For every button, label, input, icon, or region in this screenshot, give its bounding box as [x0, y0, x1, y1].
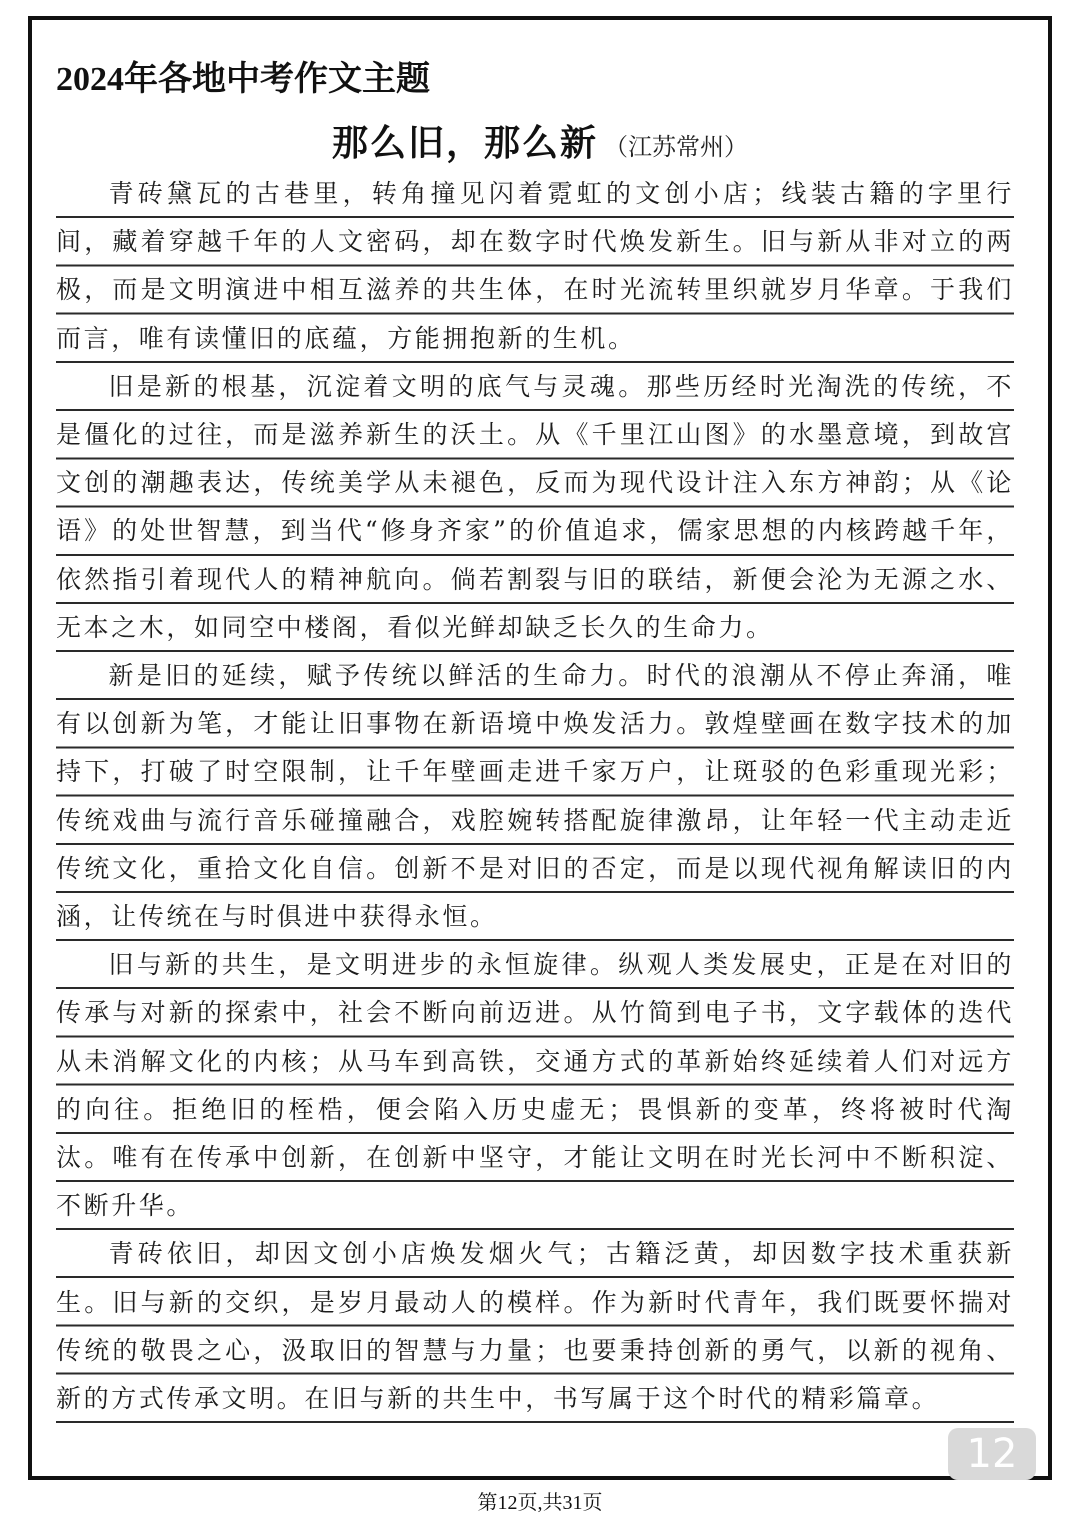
essay-title [32, 120, 1048, 171]
essay-paragraph: 青砖黛瓦的古巷里，转角撞见闪着霓虹的文创小店；线装古籍的字里行间，藏着穿越千年的人文密码，却在数字时代焕发新生。旧与新从非对立的两极，而是文明演进中相互滋养的共生体，在时光流转里织就岁月华章。于我们而言，唯有读懂旧的底蕴，方能拥抱新的生机。 [56, 170, 1014, 363]
page-number-badge: 12 [948, 1428, 1036, 1480]
essay-body [56, 170, 1014, 1423]
essay-paragraph: 旧是新的根基，沉淀着文明的底气与灵魂。那些历经时光淘洗的传统，不是僵化的过往，而是滋养新生的沃土。从《千里江山图》的水墨意境，到故宫文创的潮趣表达，传统美学从未褪色，反而为现代设计注入东方神韵；从《论语》的处世智慧，到当代“修身齐家”的价值追求，儒家思想的内核跨越千年，依然指引着现代人的精神航向。倘若割裂与旧的联结，新便会沦为无源之水、无本之木，如同空中楼阁，看似光鲜却缺乏长久的生命力。 [56, 363, 1014, 652]
essay-paragraph: 青砖依旧，却因文创小店焕发烟火气；古籍泛黄，却因数字技术重获新生。旧与新的交织，是岁月最动人的模样。作为新时代青年，我们既要怀揣对传统的敬畏之心，汲取旧的智慧与力量；也要秉持创新的勇气，以新的视角、新的方式传承文明。在旧与新的共生中，书写属于这个时代的精彩篇章。 [56, 1230, 1014, 1423]
essay-paragraph: 新是旧的延续，赋予传统以鲜活的生命力。时代的浪潮从不停止奔涌，唯有以创新为笔，才能让旧事物在新语境中焕发活力。敦煌壁画在数字技术的加持下，打破了时空限制，让千年壁画走进千家万户，让斑驳的色彩重现光彩；传统戏曲与流行音乐碰撞融合，戏腔婉转搭配旋律激昂，让年轻一代主动走近传统文化，重拾文化自信。创新不是对旧的否定，而是以现代视角解读旧的内涵，让传统在与时俱进中获得永恒。 [56, 652, 1014, 941]
page-frame [28, 16, 1052, 1480]
essay-region: （江苏常州） [604, 133, 748, 161]
header-title: 2024年各地中考作文主题 [56, 61, 430, 98]
essay-paragraph: 旧与新的共生，是文明进步的永恒旋律。纵观人类发展史，正是在对旧的传承与对新的探索中，社会不断向前迈进。从竹简到电子书，文字载体的迭代从未消解文化的内核；从马车到高铁，交通方式的革新始终延续着人们对远方的向往。拒绝旧的桎梏，便会陷入历史虚无；畏惧新的变革，终将被时代淘汰。唯有在传承中创新，在创新中坚守，才能让文明在时光长河中不断积淀、不断升华。 [56, 941, 1014, 1230]
essay-title-text: 那么旧，那么新 [331, 123, 598, 164]
page-footer: 第12页,共31页 [477, 1492, 603, 1514]
